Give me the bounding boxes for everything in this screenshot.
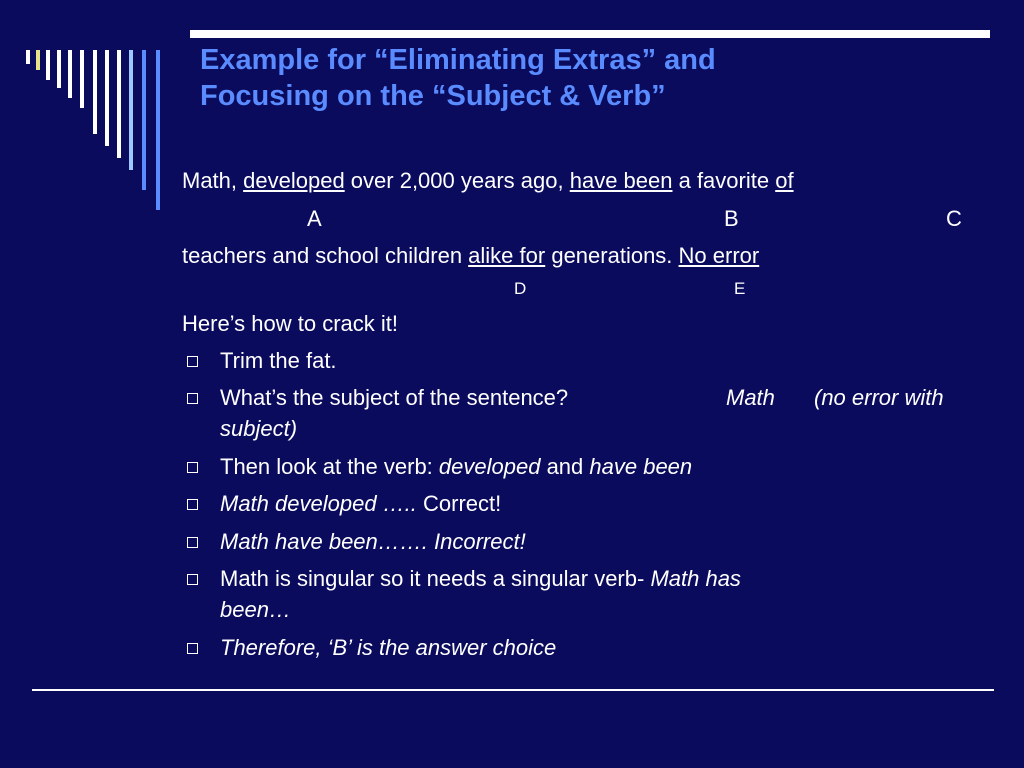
choice-letter-d: D [514, 279, 527, 298]
hollow-square-bullet-icon [187, 499, 198, 510]
sentence-line-2 [182, 243, 759, 269]
sentence-text: generations. [545, 243, 679, 268]
hollow-square-bullet-icon [187, 356, 198, 367]
bullet-7-italic: Therefore, ‘B’ is the answer choice [220, 635, 557, 660]
bullet-2-continuation-text: subject) [220, 416, 298, 441]
decor-bar [142, 50, 146, 190]
top-rule [190, 30, 990, 38]
bullet-6-plain: Math is singular so it needs a singular verb- [220, 566, 651, 591]
bullet-2-question: What’s the subject of the sentence? [220, 385, 569, 410]
sentence-text: Math, [182, 168, 244, 193]
slide-title [200, 42, 980, 114]
underlined-choice-d: alike for [468, 243, 546, 268]
bullet-6-italic: Math has [650, 566, 741, 591]
bullet-6-continuation-text: been… [220, 597, 291, 622]
bullet-2-subject [726, 385, 775, 411]
hollow-square-bullet-icon [187, 537, 198, 548]
choice-letter-c: C [946, 206, 962, 231]
decor-bar [93, 50, 97, 134]
bullet-1-text: Trim the fat. [220, 348, 337, 373]
bullet-7-text [220, 635, 556, 661]
decor-bar [36, 50, 40, 70]
bullet-4-text [220, 491, 501, 517]
sentence-text: teachers and school children [182, 243, 469, 268]
underlined-choice-a: developed [243, 168, 345, 193]
bullet-3-plain: Then look at the verb: [220, 454, 439, 479]
bullet-3-text [220, 454, 692, 480]
bullet-2-note [814, 385, 944, 411]
bullet-6-continuation [220, 597, 291, 623]
underlined-choice-c: of [775, 168, 794, 193]
bullet-5-italic: Math have been……. Incorrect! [220, 529, 526, 554]
decor-bar [105, 50, 109, 146]
decorative-bars [0, 0, 170, 230]
hollow-square-bullet-icon [187, 574, 198, 585]
title-line-2: Focusing on the “Subject & Verb” [200, 80, 666, 112]
bullet-4-italic: Math developed ….. [220, 491, 417, 516]
sentence-text: over 2,000 years ago, [344, 168, 570, 193]
sentence-text: a favorite [672, 168, 776, 193]
sentence-line-1 [182, 168, 794, 194]
bullet-2-continuation [220, 416, 297, 442]
bullet-2-subject-text: Math [726, 385, 775, 410]
decor-bar [117, 50, 121, 158]
intro-text: Here’s how to crack it! [182, 311, 399, 336]
bullet-3-verb-1: developed [438, 454, 541, 479]
choice-letter-b: B [724, 206, 739, 231]
bullet-2-note-text: (no error with [814, 385, 944, 410]
underlined-choice-b: have been [569, 168, 673, 193]
bullet-5-text [220, 529, 526, 555]
bullet-4-plain: Correct! [416, 491, 502, 516]
bullet-3-verb-2: have been [589, 454, 693, 479]
decor-bar [156, 50, 160, 210]
choice-letter-e: E [734, 279, 746, 298]
underlined-choice-e: No error [678, 243, 760, 268]
title-line-1: Example for “Eliminating Extras” and [200, 44, 716, 76]
hollow-square-bullet-icon [187, 643, 198, 654]
decor-bar [46, 50, 50, 80]
decor-bar [68, 50, 72, 98]
choice-letter-a: A [307, 206, 322, 231]
bullet-6-text [220, 566, 741, 592]
decor-bar [26, 50, 30, 64]
bullet-3-and: and [540, 454, 590, 479]
hollow-square-bullet-icon [187, 393, 198, 404]
decor-bar [57, 50, 61, 88]
hollow-square-bullet-icon [187, 462, 198, 473]
bottom-rule [32, 689, 994, 691]
decor-bar [129, 50, 133, 170]
decor-bar [80, 50, 84, 108]
